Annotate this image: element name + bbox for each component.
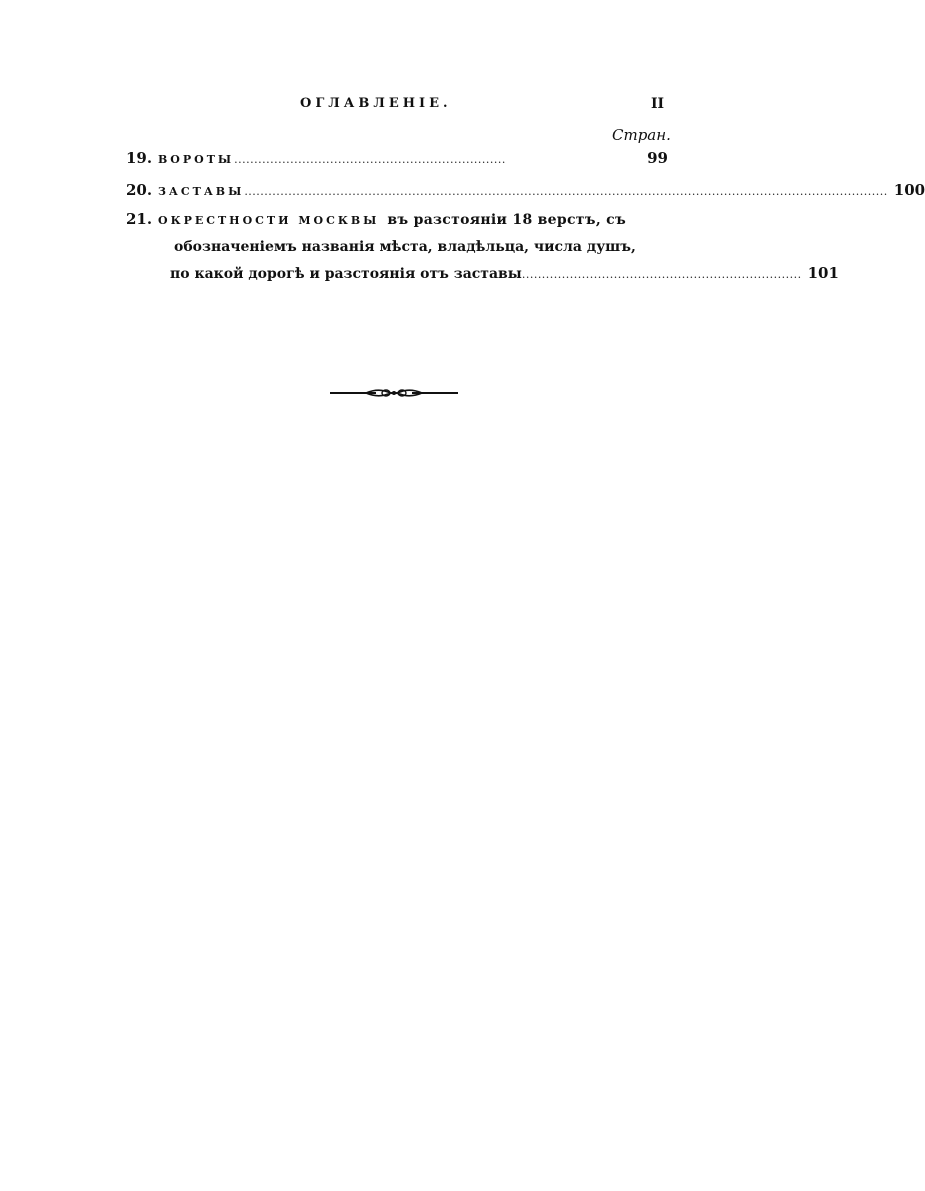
toc-entry-title: ВОРОТЫ xyxy=(158,153,235,166)
toc-entry xyxy=(126,148,668,170)
page-number: II xyxy=(651,96,665,112)
leader-dots: ................................................................................................................................................................. xyxy=(244,185,888,198)
leader-dots: ...................................................................... xyxy=(521,268,802,281)
toc-entry-title-continued: въ разстояніи 18 верстъ, съ xyxy=(387,212,627,228)
toc-entry-number: 20. xyxy=(126,181,153,199)
toc-entry-title-line2: обозначеніемъ названія мѣста, владѣльца, числа душъ, xyxy=(174,239,636,255)
leader-dots: .................................................................... xyxy=(234,153,506,166)
toc-entry-number: 19. xyxy=(126,149,153,167)
toc-entry-page: 101 xyxy=(807,264,839,282)
toc-entry-page: 100 xyxy=(893,181,925,199)
ornament-divider-icon xyxy=(330,386,458,400)
page-column-label: Стран. xyxy=(612,126,671,144)
toc-entry xyxy=(126,206,839,288)
toc-entry-title: ЗАСТАВЫ xyxy=(158,185,245,198)
toc-entry-title: ОКРЕСТНОСТИ МОСКВЫ xyxy=(158,214,380,227)
toc-entry xyxy=(126,180,925,202)
toc-entry-page: 99 xyxy=(647,149,668,167)
running-header-title: ОГЛАВЛЕНІЕ. xyxy=(300,96,452,111)
toc-entry-number: 21. xyxy=(126,210,153,228)
toc-entry-title-line3: по какой дорогѣ и разстоянія отъ заставы xyxy=(170,266,522,282)
